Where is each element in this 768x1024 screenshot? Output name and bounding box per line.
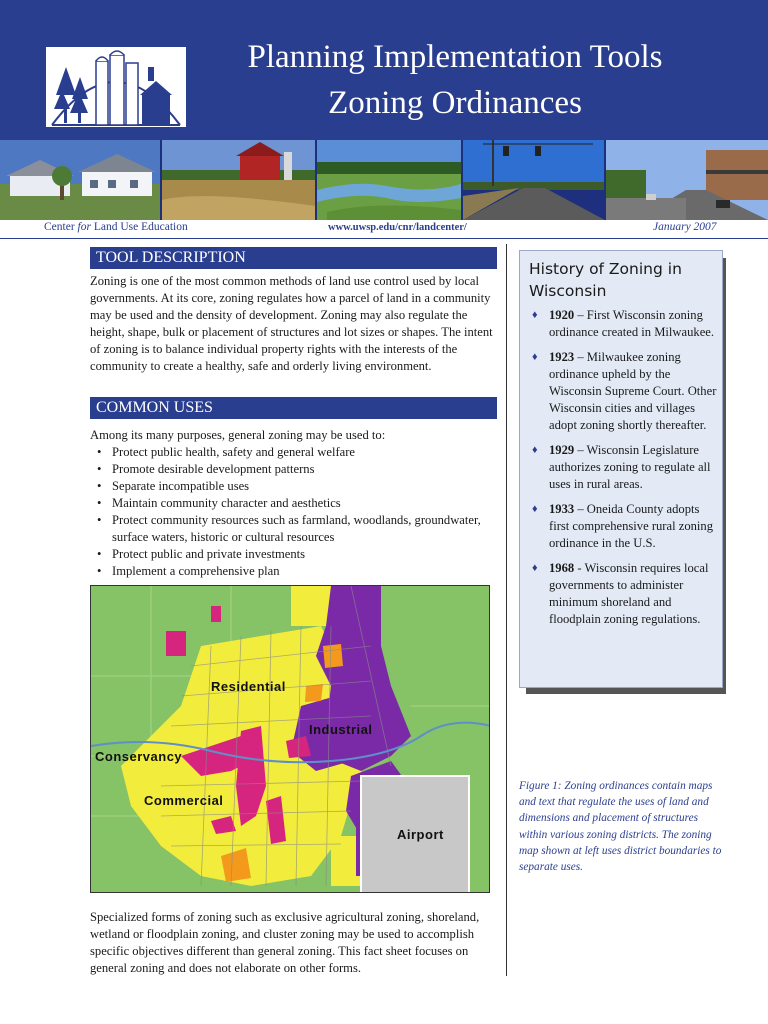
zoning-map-graphic xyxy=(91,586,490,893)
list-item: • Separate incompatible uses xyxy=(90,478,498,495)
diamond-bullet-icon: ♦ xyxy=(532,351,538,363)
website-url[interactable]: www.uwsp.edu/cnr/landcenter/ xyxy=(328,222,467,233)
list-item xyxy=(530,560,720,628)
closing-text-block xyxy=(90,909,498,977)
common-uses-intro: Among its many purposes, general zoning may be used to: xyxy=(90,428,386,442)
photo-red-barn xyxy=(162,140,316,220)
diamond-bullet-icon: ♦ xyxy=(532,309,538,321)
diamond-bullet-icon: ♦ xyxy=(532,444,538,456)
photo-river xyxy=(317,140,461,220)
history-year: 1929 xyxy=(549,443,575,457)
list-item xyxy=(530,349,720,434)
page-title xyxy=(200,34,710,126)
list-item xyxy=(530,307,720,341)
publication-date: January 2007 xyxy=(653,221,717,233)
closing-paragraph: Specialized forms of zoning such as exclusive agricultural zoning, shoreland, wetland or floodplain zoning, and cluster zoning may be used to accomplish specific objectives different than general zoning. This fact sheet focuses on general zoning and does not elaborate on other forms. xyxy=(90,910,480,975)
history-text: - Wisconsin requires local governments to administer minimum shoreland and floodplain zoning regulations. xyxy=(549,561,709,626)
photo-strip xyxy=(0,140,768,220)
title-line-1: Planning Implementation Tools xyxy=(247,39,663,75)
photo-road xyxy=(463,140,605,220)
center-name: Center for Land Use Education xyxy=(44,221,188,233)
list-item: • Protect public health, safety and general welfare xyxy=(90,444,498,461)
history-year: 1920 xyxy=(549,308,575,322)
diamond-bullet-icon: ♦ xyxy=(532,503,538,515)
tool-description-text xyxy=(90,273,498,375)
diamond-bullet-icon: ♦ xyxy=(532,562,538,574)
history-text: – First Wisconsin zoning ordinance created in Milwaukee. xyxy=(549,308,715,339)
map-label-industrial: Industrial xyxy=(309,722,373,737)
list-item: • Implement a comprehensive plan xyxy=(90,563,498,580)
list-item: • Protect community resources such as farmland, woodlands, groundwater, surface waters, historic or cultural resources xyxy=(90,512,498,546)
list-item: • Promote desirable development patterns xyxy=(90,461,498,478)
header-band xyxy=(0,0,768,140)
history-year: 1968 xyxy=(549,561,575,575)
history-sidebar xyxy=(519,250,723,688)
section-heading-tool-description: TOOL DESCRIPTION xyxy=(90,247,497,269)
photo-downtown xyxy=(606,140,768,220)
history-year: 1923 xyxy=(549,350,575,364)
history-text: – Milwaukee zoning ordinance upheld by the Wisconsin Supreme Court. Other Wisconsin cities and villages adopt zoning shortly thereafter. xyxy=(549,350,717,432)
land-use-center-logo xyxy=(46,47,186,127)
section-heading-common-uses: COMMON USES xyxy=(90,397,497,419)
sidebar-title: History of Zoning in Wisconsin xyxy=(529,260,682,300)
logo-graphic xyxy=(46,47,186,127)
history-text: – Wisconsin Legislature authorizes zoning to regulate all uses in rural areas. xyxy=(549,443,711,491)
figure-caption: Figure 1: Zoning ordinances contain maps and text that regulate the uses of land and dimensions and placement of structures within various zoning districts. The zoning map shown at left uses district boundaries to separate uses. xyxy=(519,780,722,874)
map-label-conservancy: Conservancy xyxy=(95,749,183,764)
common-uses-list xyxy=(90,444,498,580)
list-item: • Maintain community character and aesthetics xyxy=(90,495,498,512)
map-label-residential: Residential xyxy=(211,679,286,694)
tool-description-paragraph: Zoning is one of the most common methods of land use control used by local governments. At its core, zoning regulates how a parcel of land in a community may be used and the density of development. Zoning may also regulate the height, shape, bulk or placement of structures and lot sizes or shapes. The intent of zoning is to balance individual property rights with the interests of the community to create a healthy, safe and orderly living environment. xyxy=(90,274,493,373)
common-uses-block xyxy=(90,427,498,580)
history-text: – Oneida County adopts first comprehensive rural zoning ordinance in the U.S. xyxy=(549,502,714,550)
map-label-commercial: Commercial xyxy=(144,793,224,808)
history-list xyxy=(530,307,720,636)
column-divider xyxy=(506,244,507,976)
zoning-map xyxy=(90,585,490,893)
map-label-airport: Airport xyxy=(397,827,444,842)
list-item: • Protect public and private investments xyxy=(90,546,498,563)
list-item xyxy=(530,501,720,552)
list-item xyxy=(530,442,720,493)
info-line xyxy=(0,220,768,239)
history-year: 1933 xyxy=(549,502,575,516)
title-line-2: Zoning Ordinances xyxy=(328,85,582,121)
photo-suburban-houses xyxy=(0,140,160,220)
